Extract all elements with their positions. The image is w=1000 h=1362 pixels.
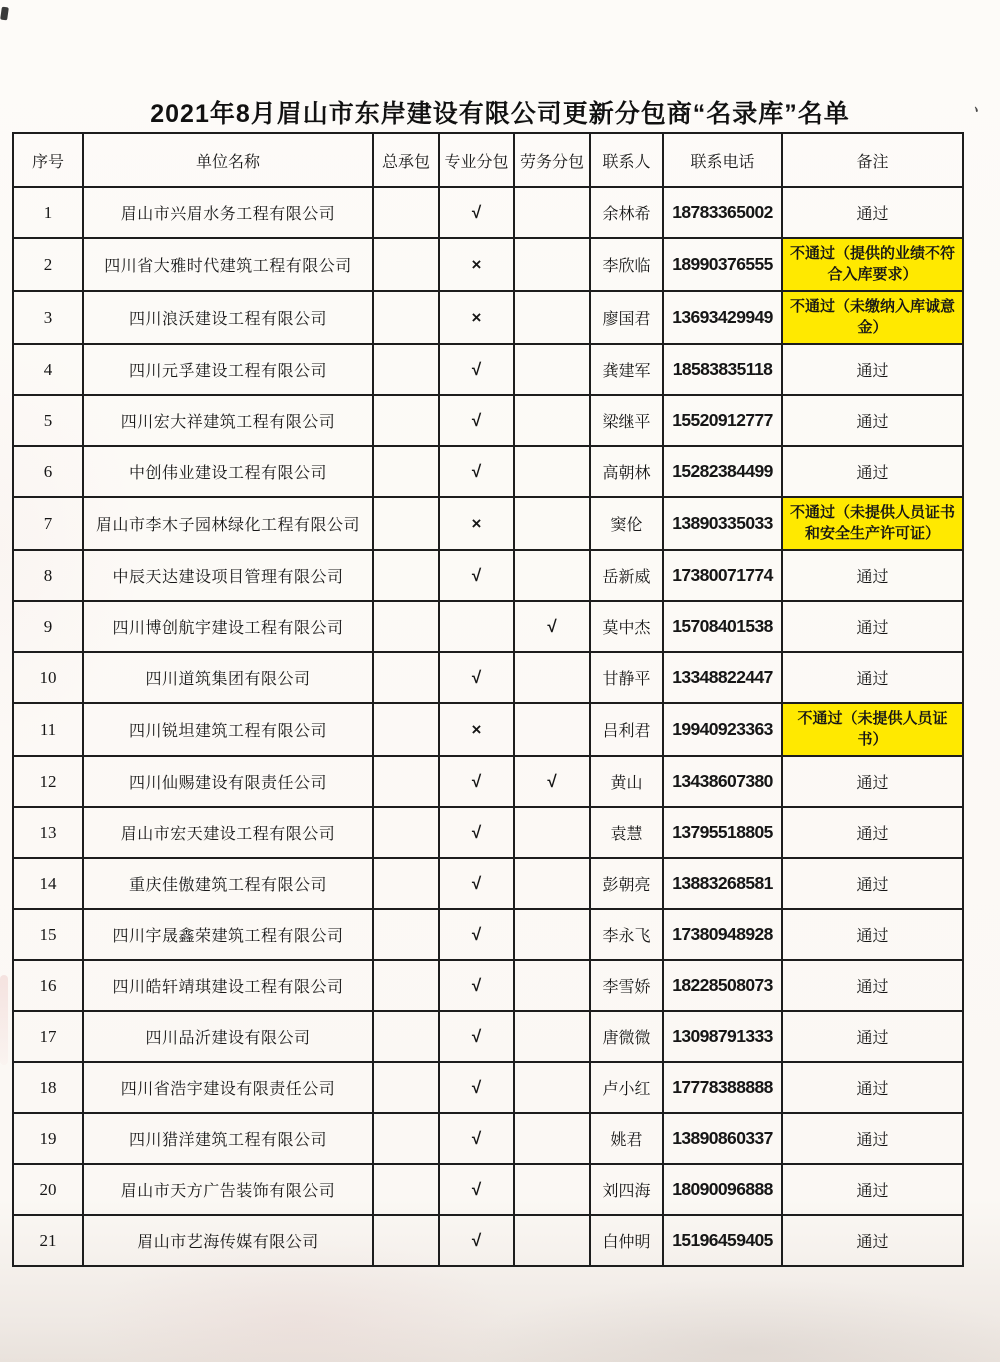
cell-remark: 不通过（未提供人员证书和安全生产许可证） — [782, 497, 963, 550]
cell-contact-person: 李欣临 — [590, 238, 663, 291]
cell-company-name: 眉山市宏天建设工程有限公司 — [83, 807, 373, 858]
cell-general-contract-mark — [373, 960, 439, 1011]
cell-contact-phone: 18228508073 — [663, 960, 782, 1011]
cell-contact-phone: 13883268581 — [663, 858, 782, 909]
cell-professional-subcontract-mark: √ — [439, 909, 514, 960]
table-row — [13, 1011, 963, 1062]
cell-company-name: 四川浪沃建设工程有限公司 — [83, 291, 373, 344]
cell-company-name: 中创伟业建设工程有限公司 — [83, 446, 373, 497]
table-row — [13, 446, 963, 497]
header-remark: 备注 — [782, 133, 963, 187]
cell-contact-phone: 15520912777 — [663, 395, 782, 446]
cell-general-contract-mark — [373, 909, 439, 960]
header-general-contract: 总承包 — [373, 133, 439, 187]
cell-company-name: 四川品沂建设有限公司 — [83, 1011, 373, 1062]
cell-professional-subcontract-mark: √ — [439, 550, 514, 601]
cell-labor-subcontract-mark — [514, 395, 590, 446]
cell-contact-person: 姚君 — [590, 1113, 663, 1164]
cell-contact-phone: 17778388888 — [663, 1062, 782, 1113]
cell-remark: 通过 — [782, 550, 963, 601]
cell-labor-subcontract-mark: √ — [514, 601, 590, 652]
cell-general-contract-mark — [373, 1011, 439, 1062]
cell-labor-subcontract-mark — [514, 858, 590, 909]
table-row — [13, 601, 963, 652]
cell-contact-phone: 15196459405 — [663, 1215, 782, 1266]
cell-labor-subcontract-mark — [514, 344, 590, 395]
document-title: 2021年8月眉山市东岸建设有限公司更新分包商“名录库”名单 — [150, 100, 850, 128]
table-row — [13, 858, 963, 909]
cell-labor-subcontract-mark — [514, 446, 590, 497]
scan-pink-smudge — [0, 975, 8, 1065]
cell-labor-subcontract-mark — [514, 1062, 590, 1113]
table-row — [13, 703, 963, 756]
cell-professional-subcontract-mark: √ — [439, 858, 514, 909]
cell-general-contract-mark — [373, 652, 439, 703]
cell-serial-number: 12 — [13, 756, 83, 807]
scan-stray-mark: 、 — [971, 97, 993, 120]
header-labor-subcontract: 劳务分包 — [514, 133, 590, 187]
cell-professional-subcontract-mark: × — [439, 497, 514, 550]
table-row — [13, 1164, 963, 1215]
cell-company-name: 四川省大雅时代建筑工程有限公司 — [83, 238, 373, 291]
cell-serial-number: 5 — [13, 395, 83, 446]
cell-serial-number: 6 — [13, 446, 83, 497]
cell-contact-person: 彭朝亮 — [590, 858, 663, 909]
cell-labor-subcontract-mark — [514, 291, 590, 344]
table-row — [13, 497, 963, 550]
cell-remark: 通过 — [782, 187, 963, 238]
cell-company-name: 四川宇晟鑫荣建筑工程有限公司 — [83, 909, 373, 960]
cell-remark: 通过 — [782, 858, 963, 909]
cell-contact-phone: 17380071774 — [663, 550, 782, 601]
cell-contact-phone: 18990376555 — [663, 238, 782, 291]
cell-professional-subcontract-mark — [439, 601, 514, 652]
cell-serial-number: 14 — [13, 858, 83, 909]
cell-labor-subcontract-mark — [514, 1164, 590, 1215]
cell-contact-phone: 13693429949 — [663, 291, 782, 344]
cell-labor-subcontract-mark: √ — [514, 756, 590, 807]
table-row — [13, 291, 963, 344]
cell-contact-phone: 13890335033 — [663, 497, 782, 550]
cell-company-name: 四川皓轩靖琪建设工程有限公司 — [83, 960, 373, 1011]
table-row — [13, 1215, 963, 1266]
table-row — [13, 909, 963, 960]
cell-company-name: 中辰天达建设项目管理有限公司 — [83, 550, 373, 601]
cell-professional-subcontract-mark: × — [439, 703, 514, 756]
cell-remark: 不通过（提供的业绩不符合入库要求） — [782, 238, 963, 291]
cell-general-contract-mark — [373, 1062, 439, 1113]
cell-contact-phone: 19940923363 — [663, 703, 782, 756]
cell-remark: 通过 — [782, 395, 963, 446]
cell-remark: 通过 — [782, 960, 963, 1011]
header-company: 单位名称 — [83, 133, 373, 187]
cell-general-contract-mark — [373, 446, 439, 497]
cell-contact-person: 甘静平 — [590, 652, 663, 703]
cell-labor-subcontract-mark — [514, 652, 590, 703]
cell-general-contract-mark — [373, 291, 439, 344]
cell-remark: 通过 — [782, 909, 963, 960]
cell-professional-subcontract-mark: √ — [439, 756, 514, 807]
cell-professional-subcontract-mark: √ — [439, 960, 514, 1011]
cell-general-contract-mark — [373, 395, 439, 446]
cell-contact-phone: 18583835118 — [663, 344, 782, 395]
table-header-row — [13, 133, 963, 187]
cell-labor-subcontract-mark — [514, 238, 590, 291]
cell-remark: 通过 — [782, 756, 963, 807]
cell-general-contract-mark — [373, 1215, 439, 1266]
cell-remark: 通过 — [782, 601, 963, 652]
subcontractor-table — [12, 132, 964, 1267]
cell-company-name: 重庆佳傲建筑工程有限公司 — [83, 858, 373, 909]
cell-professional-subcontract-mark: √ — [439, 344, 514, 395]
table-row — [13, 652, 963, 703]
cell-labor-subcontract-mark — [514, 1011, 590, 1062]
cell-serial-number: 2 — [13, 238, 83, 291]
cell-general-contract-mark — [373, 858, 439, 909]
cell-serial-number: 19 — [13, 1113, 83, 1164]
cell-remark: 通过 — [782, 652, 963, 703]
cell-contact-phone: 13348822447 — [663, 652, 782, 703]
cell-contact-person: 窦伦 — [590, 497, 663, 550]
cell-general-contract-mark — [373, 807, 439, 858]
cell-contact-person: 廖国君 — [590, 291, 663, 344]
cell-company-name: 四川道筑集团有限公司 — [83, 652, 373, 703]
cell-general-contract-mark — [373, 756, 439, 807]
cell-remark: 通过 — [782, 1011, 963, 1062]
cell-labor-subcontract-mark — [514, 187, 590, 238]
cell-labor-subcontract-mark — [514, 1113, 590, 1164]
cell-serial-number: 8 — [13, 550, 83, 601]
cell-professional-subcontract-mark: √ — [439, 395, 514, 446]
cell-company-name: 四川省浩宇建设有限责任公司 — [83, 1062, 373, 1113]
cell-remark: 不通过（未缴纳入库诚意金） — [782, 291, 963, 344]
cell-labor-subcontract-mark — [514, 909, 590, 960]
cell-general-contract-mark — [373, 497, 439, 550]
cell-serial-number: 15 — [13, 909, 83, 960]
cell-serial-number: 16 — [13, 960, 83, 1011]
cell-labor-subcontract-mark — [514, 1215, 590, 1266]
cell-general-contract-mark — [373, 601, 439, 652]
cell-company-name: 眉山市艺海传媒有限公司 — [83, 1215, 373, 1266]
cell-contact-person: 吕利君 — [590, 703, 663, 756]
cell-professional-subcontract-mark: × — [439, 238, 514, 291]
cell-general-contract-mark — [373, 187, 439, 238]
table-row — [13, 756, 963, 807]
cell-labor-subcontract-mark — [514, 807, 590, 858]
cell-company-name: 四川仙赐建设有限责任公司 — [83, 756, 373, 807]
cell-company-name: 眉山市兴眉水务工程有限公司 — [83, 187, 373, 238]
cell-general-contract-mark — [373, 703, 439, 756]
cell-contact-person: 白仲明 — [590, 1215, 663, 1266]
cell-contact-person: 高朝林 — [590, 446, 663, 497]
header-phone: 联系电话 — [663, 133, 782, 187]
cell-professional-subcontract-mark: √ — [439, 1215, 514, 1266]
cell-general-contract-mark — [373, 238, 439, 291]
scan-ink-blot — [0, 7, 9, 21]
cell-contact-phone: 18783365002 — [663, 187, 782, 238]
cell-contact-person: 袁慧 — [590, 807, 663, 858]
cell-serial-number: 11 — [13, 703, 83, 756]
cell-serial-number: 17 — [13, 1011, 83, 1062]
cell-serial-number: 4 — [13, 344, 83, 395]
cell-contact-phone: 13098791333 — [663, 1011, 782, 1062]
cell-contact-phone: 13438607380 — [663, 756, 782, 807]
cell-serial-number: 10 — [13, 652, 83, 703]
cell-serial-number: 7 — [13, 497, 83, 550]
cell-contact-phone: 18090096888 — [663, 1164, 782, 1215]
cell-remark: 通过 — [782, 1062, 963, 1113]
cell-labor-subcontract-mark — [514, 703, 590, 756]
cell-contact-person: 李永飞 — [590, 909, 663, 960]
cell-contact-phone: 17380948928 — [663, 909, 782, 960]
cell-professional-subcontract-mark: √ — [439, 1062, 514, 1113]
cell-remark: 通过 — [782, 1215, 963, 1266]
cell-serial-number: 18 — [13, 1062, 83, 1113]
table-row — [13, 960, 963, 1011]
cell-contact-person: 黄山 — [590, 756, 663, 807]
table-row — [13, 395, 963, 446]
cell-serial-number: 9 — [13, 601, 83, 652]
cell-company-name: 四川博创航宇建设工程有限公司 — [83, 601, 373, 652]
cell-company-name: 四川元孚建设工程有限公司 — [83, 344, 373, 395]
cell-contact-person: 莫中杰 — [590, 601, 663, 652]
cell-general-contract-mark — [373, 1113, 439, 1164]
table-row — [13, 187, 963, 238]
cell-company-name: 眉山市天方广告装饰有限公司 — [83, 1164, 373, 1215]
cell-contact-person: 龚建军 — [590, 344, 663, 395]
cell-general-contract-mark — [373, 1164, 439, 1215]
cell-serial-number: 13 — [13, 807, 83, 858]
cell-professional-subcontract-mark: √ — [439, 652, 514, 703]
cell-general-contract-mark — [373, 344, 439, 395]
cell-serial-number: 1 — [13, 187, 83, 238]
cell-contact-person: 卢小红 — [590, 1062, 663, 1113]
cell-serial-number: 20 — [13, 1164, 83, 1215]
cell-contact-phone: 15282384499 — [663, 446, 782, 497]
cell-contact-phone: 13890860337 — [663, 1113, 782, 1164]
table-row — [13, 238, 963, 291]
table-row — [13, 1062, 963, 1113]
cell-company-name: 四川锐坦建筑工程有限公司 — [83, 703, 373, 756]
cell-contact-phone: 15708401538 — [663, 601, 782, 652]
cell-labor-subcontract-mark — [514, 497, 590, 550]
cell-serial-number: 21 — [13, 1215, 83, 1266]
cell-labor-subcontract-mark — [514, 960, 590, 1011]
cell-serial-number: 3 — [13, 291, 83, 344]
cell-professional-subcontract-mark: √ — [439, 1113, 514, 1164]
cell-contact-person: 李雪娇 — [590, 960, 663, 1011]
cell-professional-subcontract-mark: √ — [439, 187, 514, 238]
cell-contact-person: 唐微微 — [590, 1011, 663, 1062]
cell-company-name: 四川猎洋建筑工程有限公司 — [83, 1113, 373, 1164]
table-row — [13, 344, 963, 395]
cell-remark: 通过 — [782, 446, 963, 497]
cell-professional-subcontract-mark: × — [439, 291, 514, 344]
cell-professional-subcontract-mark: √ — [439, 1011, 514, 1062]
cell-company-name: 眉山市李木子园林绿化工程有限公司 — [83, 497, 373, 550]
cell-professional-subcontract-mark: √ — [439, 1164, 514, 1215]
cell-remark: 通过 — [782, 1113, 963, 1164]
cell-general-contract-mark — [373, 550, 439, 601]
header-professional-subcontract: 专业分包 — [439, 133, 514, 187]
header-no: 序号 — [13, 133, 83, 187]
cell-contact-person: 余林希 — [590, 187, 663, 238]
cell-remark: 通过 — [782, 807, 963, 858]
cell-contact-person: 梁继平 — [590, 395, 663, 446]
table-body — [13, 187, 963, 1266]
cell-remark: 通过 — [782, 344, 963, 395]
cell-professional-subcontract-mark: √ — [439, 446, 514, 497]
table-row — [13, 807, 963, 858]
cell-contact-person: 岳新威 — [590, 550, 663, 601]
cell-remark: 通过 — [782, 1164, 963, 1215]
cell-professional-subcontract-mark: √ — [439, 807, 514, 858]
header-contact: 联系人 — [590, 133, 663, 187]
cell-contact-phone: 13795518805 — [663, 807, 782, 858]
cell-contact-person: 刘四海 — [590, 1164, 663, 1215]
cell-company-name: 四川宏大祥建筑工程有限公司 — [83, 395, 373, 446]
table-row — [13, 1113, 963, 1164]
cell-labor-subcontract-mark — [514, 550, 590, 601]
cell-remark: 不通过（未提供人员证书） — [782, 703, 963, 756]
table-row — [13, 550, 963, 601]
